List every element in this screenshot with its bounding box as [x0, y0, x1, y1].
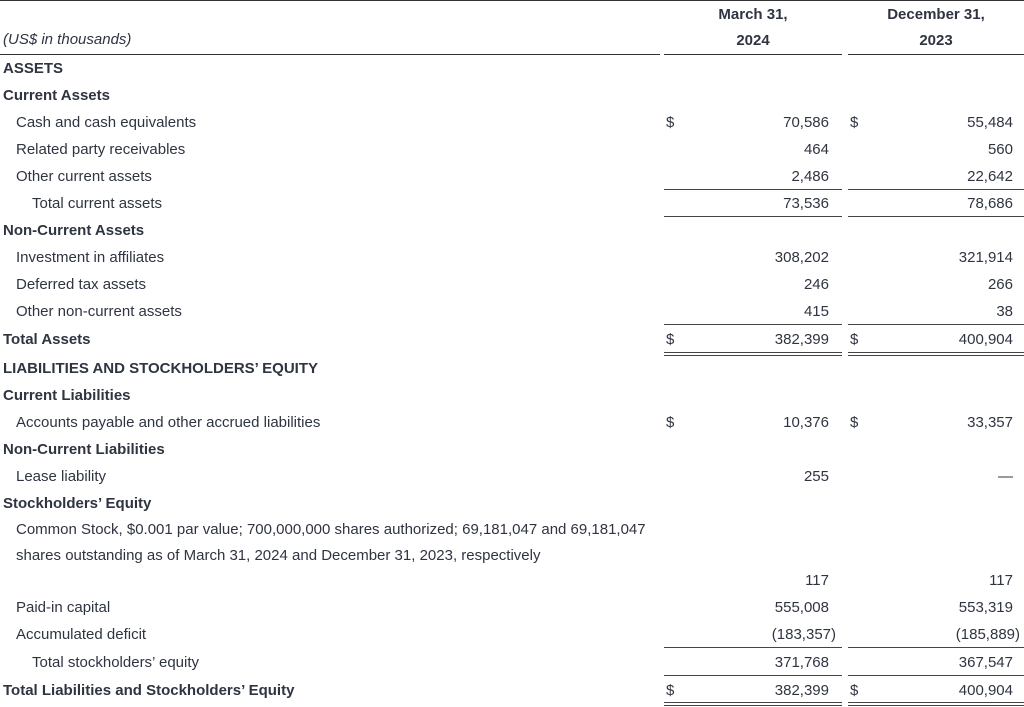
row-label: Total current assets: [32, 195, 163, 212]
row-label: Investment in affiliates: [16, 249, 165, 266]
value-march-2024: 415: [803, 303, 829, 320]
table-row: [0, 622, 1024, 649]
subtotal-rule: [664, 216, 842, 217]
value-march-2024: 371,768: [774, 654, 829, 671]
table-row: [0, 272, 1024, 299]
subtotal-rule: [848, 647, 1024, 648]
value-march-2024: 382,399: [774, 331, 829, 348]
value-december-2023: (185,889): [955, 626, 1020, 643]
subtotal-rule: [848, 216, 1024, 217]
row-label: Current Assets: [3, 87, 110, 104]
header-rule-col1: [664, 54, 842, 55]
table-row: [0, 137, 1024, 164]
value-march-2024: 246: [803, 276, 829, 293]
value-december-2023: 321,914: [958, 249, 1013, 266]
table-row: [0, 464, 1024, 491]
column-header-march-2024: [664, 0, 842, 50]
section-heading-non-current-assets: [0, 218, 1024, 245]
value-december-2023: 400,904: [958, 682, 1013, 699]
value-december-2023: 266: [987, 276, 1013, 293]
table-row: [0, 595, 1024, 622]
double-underline: [848, 702, 1024, 706]
row-label: Non-Current Liabilities: [3, 441, 165, 458]
table-row: [0, 110, 1024, 137]
row-label: Cash and cash equivalents: [16, 114, 197, 131]
value-december-2023: 22,642: [967, 168, 1013, 185]
value-march-2024: 73,536: [783, 195, 829, 212]
currency-symbol: $: [666, 682, 675, 699]
total-rule: [664, 324, 842, 325]
section-heading-liabilities-equity: [0, 356, 1024, 383]
column-header-december-2023: [848, 0, 1024, 50]
value-december-2023: 367,547: [958, 654, 1013, 671]
section-heading-current-liabilities: [0, 383, 1024, 410]
currency-symbol: $: [850, 331, 859, 348]
row-label: Paid-in capital: [16, 599, 111, 616]
row-label: ASSETS: [3, 60, 64, 77]
total-row: [0, 327, 1024, 354]
row-label: LIABILITIES AND STOCKHOLDERS’ EQUITY: [3, 360, 319, 377]
value-december-2023: 33,357: [967, 414, 1013, 431]
total-rule: [664, 675, 842, 676]
table-row: [0, 164, 1024, 191]
section-heading-current-assets: [0, 83, 1024, 110]
column-header-line1: December 31,: [887, 6, 985, 23]
row-label: Other non-current assets: [16, 303, 182, 320]
row-label: Other current assets: [16, 168, 152, 185]
value-december-2023: 553,319: [958, 599, 1013, 616]
subtotal-row: [0, 650, 1024, 677]
value-december-2023: 55,484: [967, 114, 1013, 131]
row-label: Related party receivables: [16, 141, 186, 158]
header-rule-col2: [848, 54, 1024, 55]
subtotal-rule: [664, 189, 842, 190]
row-label: Non-Current Assets: [3, 222, 145, 239]
table-row: [0, 245, 1024, 272]
row-label: Deferred tax assets: [16, 276, 147, 293]
column-header-line1: March 31,: [718, 6, 788, 23]
value-march-2024: 255: [803, 468, 829, 485]
value-march-2024: (183,357): [771, 626, 836, 643]
currency-symbol: $: [850, 414, 859, 431]
total-row: [0, 678, 1024, 705]
currency-symbol: $: [850, 682, 859, 699]
row-label: Lease liability: [16, 468, 107, 485]
row-label: Total stockholders’ equity: [32, 654, 200, 671]
currency-symbol: $: [850, 114, 859, 131]
subtotal-row: [0, 191, 1024, 218]
section-heading-stockholders-equity: [0, 491, 1024, 518]
value-december-2023: 560: [987, 141, 1013, 158]
total-rule: [848, 324, 1024, 325]
table-row: [0, 299, 1024, 326]
value-december-2023: 117: [989, 572, 1013, 589]
header-rule-labels: [0, 54, 660, 55]
row-label: Current Liabilities: [3, 387, 131, 404]
currency-symbol: $: [666, 114, 675, 131]
value-march-2024: 555,008: [774, 599, 829, 616]
row-label: Total Liabilities and Stockholders’ Equity: [3, 682, 295, 699]
value-march-2024: 117: [805, 572, 829, 589]
subtotal-rule: [664, 647, 842, 648]
table-row: [0, 568, 1024, 595]
currency-symbol: $: [666, 331, 675, 348]
column-header-line2: 2023: [919, 32, 953, 49]
row-label: Accumulated deficit: [16, 626, 147, 643]
row-label: Total Assets: [3, 331, 91, 348]
section-heading-assets: [0, 56, 1024, 83]
value-march-2024: 2,486: [791, 168, 829, 185]
table-row: [0, 410, 1024, 437]
section-heading-non-current-liabilities: [0, 437, 1024, 464]
row-label: Accounts payable and other accrued liabilities: [16, 414, 321, 431]
value-december-2023: 38: [996, 303, 1013, 320]
units-caption: (US$ in thousands): [3, 31, 132, 48]
currency-symbol: $: [666, 414, 675, 431]
value-march-2024: 10,376: [783, 414, 829, 431]
value-march-2024: 382,399: [774, 682, 829, 699]
value-december-2023: —: [998, 468, 1013, 485]
total-rule: [848, 675, 1024, 676]
row-label: Stockholders’ Equity: [3, 495, 152, 512]
double-underline: [664, 702, 842, 706]
value-december-2023: 78,686: [967, 195, 1013, 212]
value-march-2024: 70,586: [783, 114, 829, 131]
row-label-common-stock: Common Stock, $0.001 par value; 700,000,000 shares authorized; 69,181,047 and 69,181,047 shares outstanding as of March 31, 2024 and December 31, 2023, respectively: [16, 521, 646, 564]
value-march-2024: 308,202: [774, 249, 829, 266]
value-december-2023: 400,904: [958, 331, 1013, 348]
column-header-line2: 2024: [736, 32, 770, 49]
value-march-2024: 464: [803, 141, 829, 158]
subtotal-rule: [848, 189, 1024, 190]
